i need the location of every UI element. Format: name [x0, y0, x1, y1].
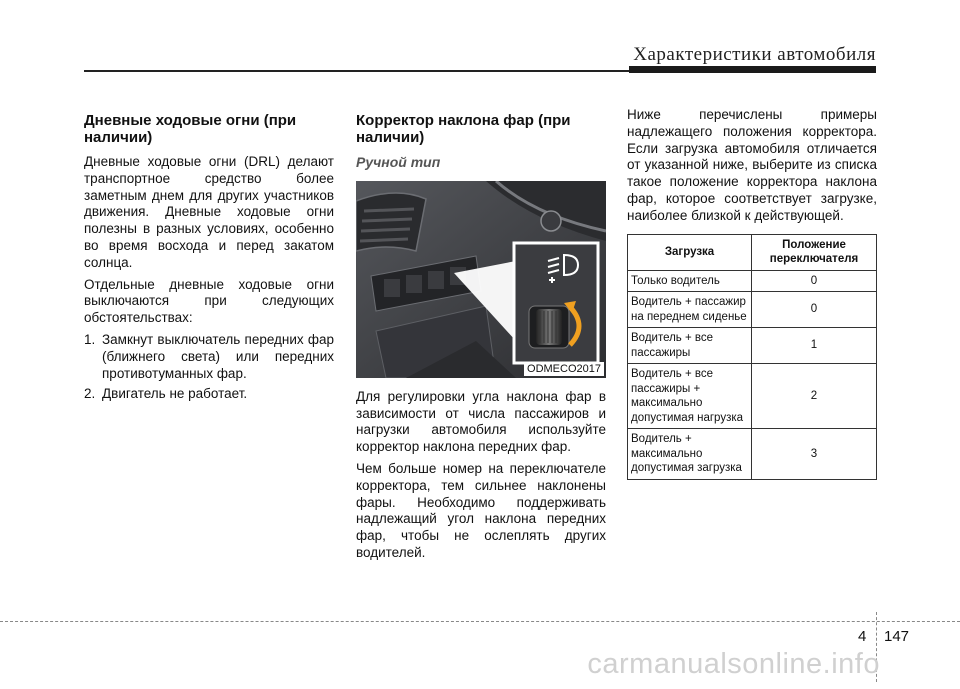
position-cell: 1: [752, 328, 877, 364]
load-cell: Водитель + пассажир на переднем сиденье: [628, 292, 752, 328]
load-cell: Только водитель: [628, 270, 752, 292]
position-cell: 2: [752, 364, 877, 429]
footer-rule: [0, 621, 960, 622]
load-cell: Водитель + все пассажиры: [628, 328, 752, 364]
load-cell: Водитель + максимально допустимая загрузка: [628, 429, 752, 480]
table-row: [628, 364, 877, 429]
drl-conditions-list: [84, 332, 334, 403]
list-item: [84, 332, 334, 382]
position-cell: 0: [752, 270, 877, 292]
position-cell: 3: [752, 429, 877, 480]
table-row: [628, 270, 877, 292]
drl-heading: Дневные ходовые огни (при наличии): [84, 112, 297, 146]
table-row: [628, 429, 877, 480]
list-item-number: 1.: [84, 331, 96, 347]
running-header: Характеристики автомобиля: [633, 44, 876, 65]
leveling-subheading: Ручной тип: [356, 154, 441, 170]
dashboard-illustration: [356, 181, 606, 378]
leveling-paragraph-2: Чем больше номер на переключателе корректора, тем сильнее наклонены фары. Необходимо поддерживать надлежащий угол наклона передних фар, чтобы не ослеплять других водителей.: [356, 460, 606, 560]
leveling-paragraph-1: Для регулировки угла наклона фар в зависимости от числа пассажиров и нагрузки автомобиля используйте корректор наклона передних фар.: [356, 388, 606, 455]
load-position-table: [627, 234, 877, 480]
watermark: carmanualsonline.info: [587, 648, 880, 680]
leveling-switch-figure: [356, 181, 606, 378]
list-item-number: 2.: [84, 386, 96, 402]
table-header-row: [628, 234, 877, 270]
figure-caption: ODMECO2017: [524, 362, 604, 376]
section-number: 4: [858, 628, 867, 645]
examples-intro: Ниже перечислены примеры надлежащего положения корректора. Если загрузка автомобиля отличается от указанной ниже, выберите из списка такое положение корректора наклона фар, которое соответствует загрузке, наиболее близкой к действующей.: [627, 107, 877, 223]
header-rule-accent: [629, 66, 876, 73]
drl-paragraph-1: Дневные ходовые огни (DRL) делают транспортное средство более заметным днем для других участников движения. Дневные ходовые огни полезны в разных условиях, особенно во время восхода и перед закатом солнца.: [84, 154, 334, 270]
list-item: [84, 386, 334, 403]
header-rule: [84, 70, 629, 72]
table-row: [628, 292, 877, 328]
examples-section: [627, 107, 877, 480]
drl-paragraph-2: Отдельные дневные ходовые огни выключаются при следующих обстоятельствах:: [84, 276, 334, 326]
list-item-text: Замкнут выключатель передних фар (ближнего света) или передних противотуманных фар.: [102, 331, 334, 381]
leveling-heading: Корректор наклона фар (при наличии): [356, 112, 571, 146]
column-header-load: Загрузка: [628, 234, 752, 270]
leveling-section: [356, 112, 606, 567]
table-row: [628, 328, 877, 364]
list-item-text: Двигатель не работает.: [102, 386, 248, 402]
load-cell: Водитель + все пассажиры + максимально допустимая нагрузка: [628, 364, 752, 429]
page-number: 147: [884, 628, 910, 645]
column-header-position: Положение переключателя: [752, 234, 877, 270]
position-cell: 0: [752, 292, 877, 328]
drl-section: [84, 112, 334, 407]
